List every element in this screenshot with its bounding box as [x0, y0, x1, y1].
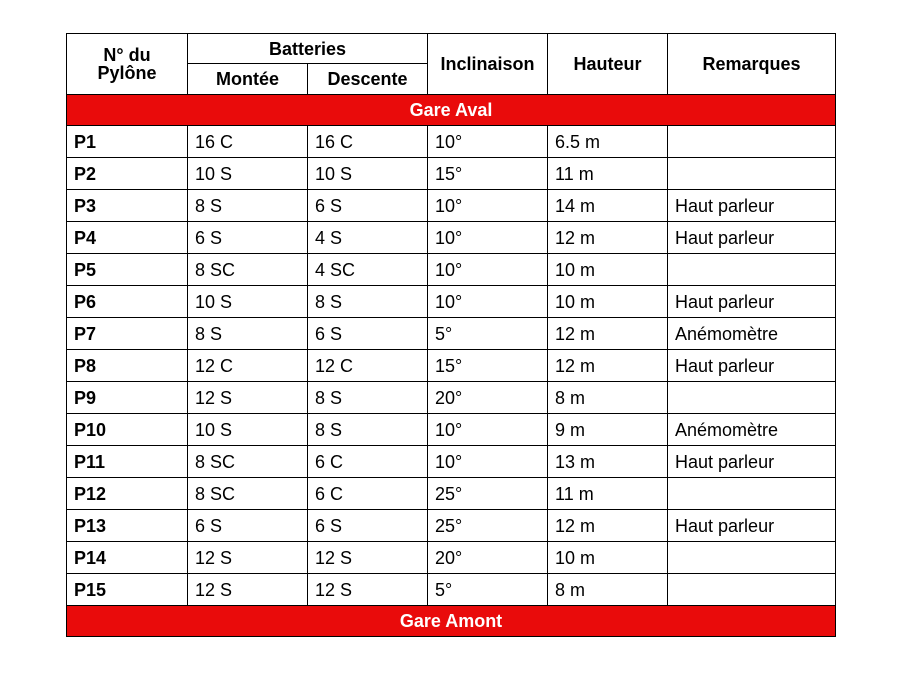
pylon-table: [66, 33, 836, 637]
cell-hauteur: 6.5 m: [548, 126, 668, 158]
cell-descente: 6 S: [308, 318, 428, 350]
section-gare-amont: [67, 606, 836, 637]
cell-inclinaison: 10°: [428, 126, 548, 158]
cell-inclinaison: 20°: [428, 382, 548, 414]
cell-descente: 6 C: [308, 478, 428, 510]
cell-remarques: [668, 542, 836, 574]
cell-inclinaison: 10°: [428, 414, 548, 446]
cell-hauteur: 10 m: [548, 542, 668, 574]
cell-inclinaison: 15°: [428, 350, 548, 382]
table-row: [67, 190, 836, 222]
cell-descente: 6 S: [308, 190, 428, 222]
cell-descente: 10 S: [308, 158, 428, 190]
cell-montee: 12 S: [188, 382, 308, 414]
table-row: [67, 126, 836, 158]
cell-descente: 12 S: [308, 574, 428, 606]
cell-hauteur: 10 m: [548, 286, 668, 318]
cell-remarques: Haut parleur: [668, 510, 836, 542]
header-row-top: [67, 34, 836, 64]
cell-remarques: [668, 478, 836, 510]
header-descente: Descente: [308, 64, 428, 95]
cell-descente: 16 C: [308, 126, 428, 158]
table-row: [67, 286, 836, 318]
cell-remarques: Haut parleur: [668, 190, 836, 222]
cell-remarques: [668, 574, 836, 606]
table-row: [67, 414, 836, 446]
cell-hauteur: 12 m: [548, 222, 668, 254]
cell-hauteur: 8 m: [548, 574, 668, 606]
cell-hauteur: 11 m: [548, 158, 668, 190]
table-row: [67, 382, 836, 414]
cell-id: P10: [67, 414, 188, 446]
cell-descente: 8 S: [308, 286, 428, 318]
cell-remarques: Haut parleur: [668, 446, 836, 478]
header-montee: Montée: [188, 64, 308, 95]
cell-descente: 6 S: [308, 510, 428, 542]
cell-inclinaison: 10°: [428, 190, 548, 222]
cell-descente: 8 S: [308, 414, 428, 446]
cell-remarques: Anémomètre: [668, 318, 836, 350]
cell-hauteur: 14 m: [548, 190, 668, 222]
cell-montee: 8 S: [188, 318, 308, 350]
cell-id: P2: [67, 158, 188, 190]
section-gare-aval: [67, 95, 836, 126]
cell-inclinaison: 25°: [428, 510, 548, 542]
cell-remarques: [668, 126, 836, 158]
table-row: [67, 158, 836, 190]
header-pylon-number: N° du Pylône: [67, 34, 188, 95]
cell-id: P14: [67, 542, 188, 574]
cell-montee: 16 C: [188, 126, 308, 158]
cell-id: P7: [67, 318, 188, 350]
cell-montee: 12 S: [188, 574, 308, 606]
cell-id: P15: [67, 574, 188, 606]
cell-montee: 6 S: [188, 222, 308, 254]
cell-inclinaison: 20°: [428, 542, 548, 574]
cell-hauteur: 8 m: [548, 382, 668, 414]
table-row: [67, 542, 836, 574]
cell-descente: 4 SC: [308, 254, 428, 286]
table-row: [67, 350, 836, 382]
cell-id: P9: [67, 382, 188, 414]
cell-remarques: Haut parleur: [668, 286, 836, 318]
section-label-start: Gare Aval: [67, 95, 836, 126]
cell-inclinaison: 5°: [428, 574, 548, 606]
cell-montee: 8 SC: [188, 254, 308, 286]
section-label-end: Gare Amont: [67, 606, 836, 637]
cell-remarques: Haut parleur: [668, 350, 836, 382]
cell-hauteur: 12 m: [548, 350, 668, 382]
header-remarques: Remarques: [668, 34, 836, 95]
cell-descente: 8 S: [308, 382, 428, 414]
cell-hauteur: 10 m: [548, 254, 668, 286]
cell-hauteur: 12 m: [548, 510, 668, 542]
cell-inclinaison: 15°: [428, 158, 548, 190]
cell-montee: 12 C: [188, 350, 308, 382]
cell-montee: 12 S: [188, 542, 308, 574]
cell-montee: 8 SC: [188, 446, 308, 478]
cell-id: P4: [67, 222, 188, 254]
cell-montee: 6 S: [188, 510, 308, 542]
cell-id: P11: [67, 446, 188, 478]
cell-remarques: [668, 382, 836, 414]
cell-remarques: Anémomètre: [668, 414, 836, 446]
cell-id: P12: [67, 478, 188, 510]
table-row: [67, 318, 836, 350]
cell-id: P8: [67, 350, 188, 382]
header-inclinaison: Inclinaison: [428, 34, 548, 95]
cell-id: P6: [67, 286, 188, 318]
table-row: [67, 222, 836, 254]
cell-hauteur: 11 m: [548, 478, 668, 510]
cell-montee: 10 S: [188, 414, 308, 446]
cell-descente: 4 S: [308, 222, 428, 254]
cell-montee: 10 S: [188, 286, 308, 318]
header-hauteur: Hauteur: [548, 34, 668, 95]
table-row: [67, 254, 836, 286]
table-row: [67, 478, 836, 510]
table-row: [67, 446, 836, 478]
cell-inclinaison: 5°: [428, 318, 548, 350]
cell-remarques: [668, 158, 836, 190]
cell-montee: 8 SC: [188, 478, 308, 510]
cell-inclinaison: 10°: [428, 286, 548, 318]
cell-descente: 12 S: [308, 542, 428, 574]
cell-montee: 10 S: [188, 158, 308, 190]
cell-remarques: Haut parleur: [668, 222, 836, 254]
table-row: [67, 510, 836, 542]
cell-hauteur: 13 m: [548, 446, 668, 478]
table-row: [67, 574, 836, 606]
cell-hauteur: 12 m: [548, 318, 668, 350]
cell-descente: 12 C: [308, 350, 428, 382]
header-batteries: Batteries: [188, 34, 428, 64]
cell-inclinaison: 10°: [428, 222, 548, 254]
cell-inclinaison: 25°: [428, 478, 548, 510]
cell-inclinaison: 10°: [428, 446, 548, 478]
cell-id: P5: [67, 254, 188, 286]
cell-hauteur: 9 m: [548, 414, 668, 446]
cell-inclinaison: 10°: [428, 254, 548, 286]
cell-id: P13: [67, 510, 188, 542]
cell-remarques: [668, 254, 836, 286]
cell-montee: 8 S: [188, 190, 308, 222]
cell-id: P3: [67, 190, 188, 222]
cell-id: P1: [67, 126, 188, 158]
cell-descente: 6 C: [308, 446, 428, 478]
